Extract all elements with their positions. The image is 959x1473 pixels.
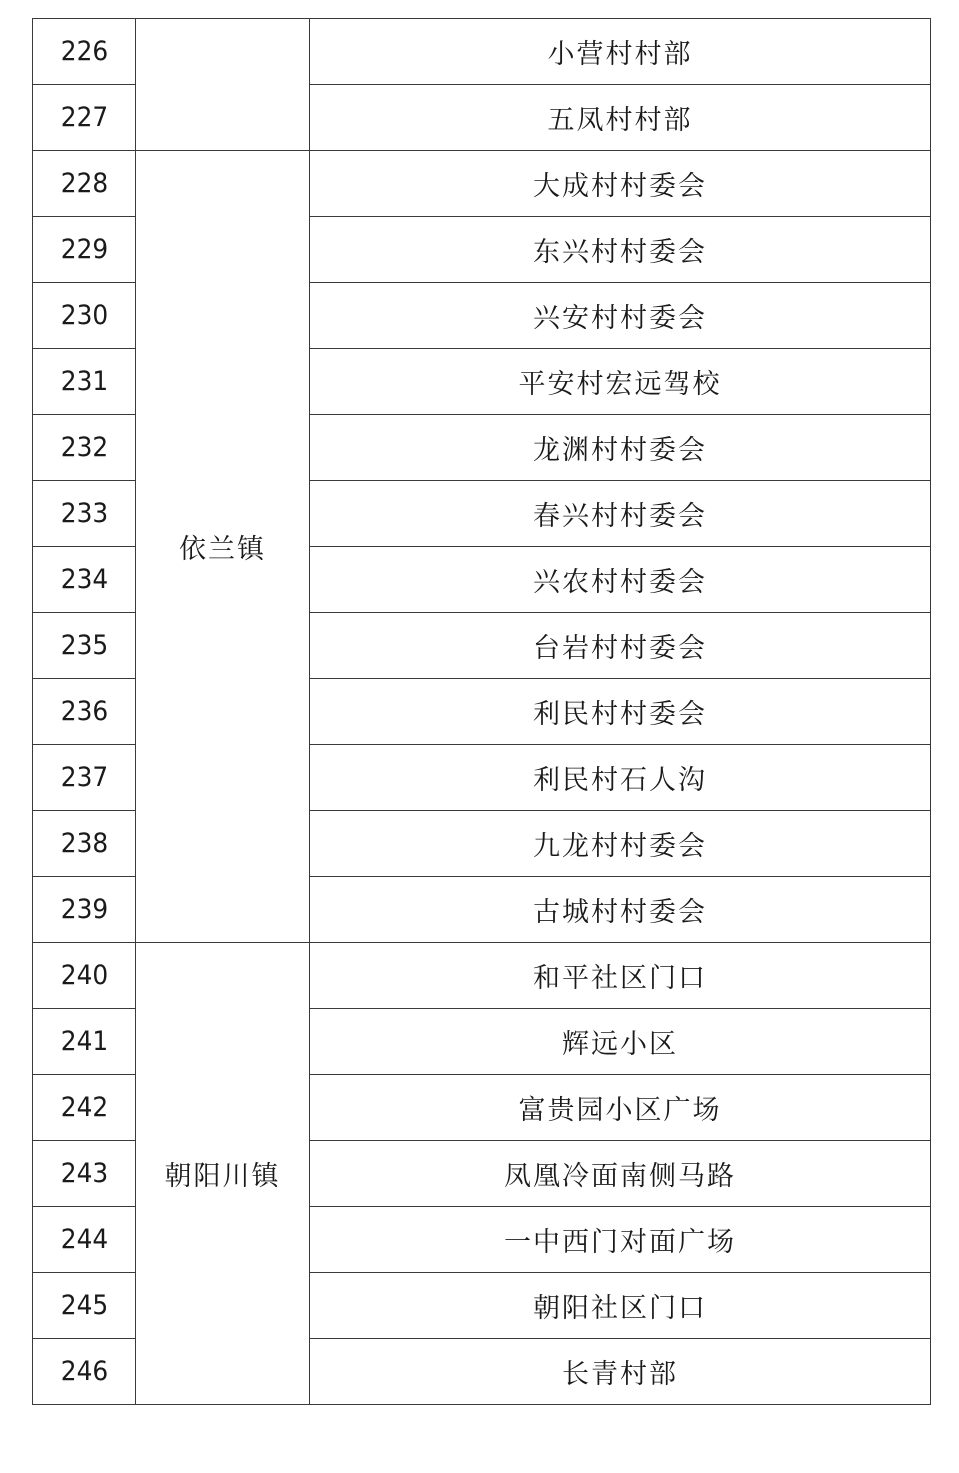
site-cell: 长青村部 [310, 1339, 931, 1405]
row-number: 239 [37, 877, 132, 943]
site-cell: 兴安村村委会 [310, 283, 931, 349]
row-number: 233 [37, 481, 132, 547]
row-number: 234 [37, 547, 132, 613]
row-number: 230 [37, 283, 132, 349]
site-cell: 和平社区门口 [310, 943, 931, 1009]
town-cell [136, 19, 310, 151]
site-cell: 东兴村村委会 [310, 217, 931, 283]
site-cell: 朝阳社区门口 [310, 1273, 931, 1339]
town-cell: 依兰镇 [136, 151, 310, 943]
site-cell: 辉远小区 [310, 1009, 931, 1075]
row-number: 246 [37, 1339, 132, 1405]
row-number: 243 [37, 1141, 132, 1207]
row-number: 228 [37, 151, 132, 217]
site-cell: 五凤村村部 [310, 85, 931, 151]
sites-table [32, 18, 931, 1405]
row-number: 226 [37, 19, 132, 85]
row-number: 242 [37, 1075, 132, 1141]
site-cell: 凤凰冷面南侧马路 [310, 1141, 931, 1207]
row-number: 235 [37, 613, 132, 679]
town-cell: 朝阳川镇 [136, 943, 310, 1405]
site-cell: 平安村宏远驾校 [310, 349, 931, 415]
row-number: 227 [37, 85, 132, 151]
site-cell: 一中西门对面广场 [310, 1207, 931, 1273]
site-cell: 兴农村村委会 [310, 547, 931, 613]
row-number: 229 [37, 217, 132, 283]
site-cell: 龙渊村村委会 [310, 415, 931, 481]
site-cell: 古城村村委会 [310, 877, 931, 943]
row-number: 237 [37, 745, 132, 811]
site-cell: 春兴村村委会 [310, 481, 931, 547]
row-number: 245 [37, 1273, 132, 1339]
table-row [33, 943, 931, 1009]
row-number: 231 [37, 349, 132, 415]
row-number: 236 [37, 679, 132, 745]
row-number: 240 [37, 943, 132, 1009]
site-cell: 大成村村委会 [310, 151, 931, 217]
site-cell: 台岩村村委会 [310, 613, 931, 679]
site-cell: 富贵园小区广场 [310, 1075, 931, 1141]
site-cell: 利民村村委会 [310, 679, 931, 745]
row-number: 244 [37, 1207, 132, 1273]
table-row [33, 151, 931, 217]
site-cell: 利民村石人沟 [310, 745, 931, 811]
site-cell: 小营村村部 [310, 19, 931, 85]
site-cell: 九龙村村委会 [310, 811, 931, 877]
row-number: 238 [37, 811, 132, 877]
row-number: 241 [37, 1009, 132, 1075]
table-row [33, 19, 931, 85]
row-number: 232 [37, 415, 132, 481]
sites-table-body [33, 19, 931, 1405]
